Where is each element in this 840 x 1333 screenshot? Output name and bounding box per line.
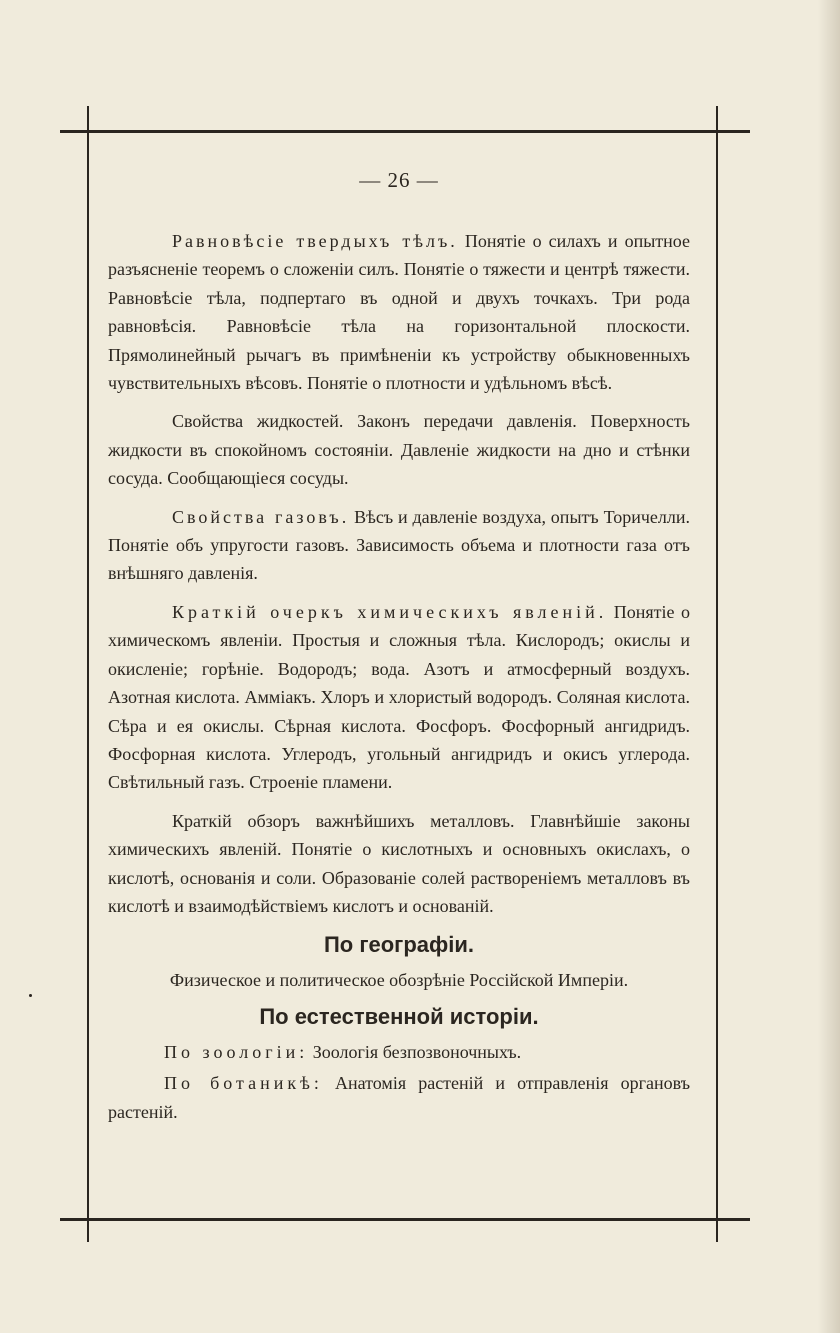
frame-corner-tick xyxy=(87,106,89,130)
section-title-natural-history: По естественной исторіи. xyxy=(259,1004,539,1030)
zoology-label: По зоологіи: xyxy=(164,1042,309,1063)
botany-label: По ботаникѣ: xyxy=(164,1073,323,1094)
frame-right-rule xyxy=(716,130,718,1220)
paragraph-gases xyxy=(108,503,690,588)
paragraph-liquids xyxy=(108,407,690,492)
zoology-line xyxy=(108,1038,690,1067)
paragraph-lead: Свойства газовъ. xyxy=(172,506,350,527)
frame-top-rule xyxy=(60,130,750,133)
frame-left-rule xyxy=(87,130,89,1220)
paragraph-lead: Свойства жидкостей. xyxy=(172,411,344,432)
frame-corner-tick xyxy=(716,1220,718,1242)
geography-text: Физическое и политическое обозрѣніе Россійской Имперіи. xyxy=(169,970,629,991)
paragraph-chemistry xyxy=(108,598,690,797)
zoology-text: Зоологія безпозвоночныхъ. xyxy=(308,1042,522,1063)
page-content xyxy=(108,168,690,1129)
paragraph-lead: Равновѣсіе твердыхъ тѣлъ. xyxy=(172,231,458,251)
frame-corner-tick xyxy=(716,106,718,130)
page-edge-shadow xyxy=(818,0,840,1333)
paragraph-text: Понятіе о химическомъ явленіи. Простыя и сложныя тѣла. Кислородъ; окислы и окисленіе; горѣніе. Водородъ; вода. Азотъ и атмосферный воздухъ. Азотная кислота. Аммiакъ. Хлоръ и хлористый водородъ. Соляная кислота. Сѣра и ея окислы. Сѣрная кислота. Фосфоръ. Фосфорный ангидридъ. Фосфорная кислота. Углеродъ, угольный ангидридъ и окисъ углерода. Свѣтильный газъ. Строеніе пламени. xyxy=(108,601,690,793)
botany-line xyxy=(108,1069,690,1127)
paragraph-text: Понятіе о силахъ и опытное разъясненіе теоремъ о сложеніи силъ. Понятіе о тяжести и центрѣ тяжести. Равновѣсіе тѣла, подпертаго въ одной и двухъ точкахъ. Три рода равновѣсія. Равновѣсіе тѣла на горизонтальной плоскости. Прямолинейный рычагъ въ примѣненіи къ устройству обыкновенныхъ чувствительныхъ вѣсовъ. Понятіе о плотности и удѣльномъ вѣсѣ. xyxy=(108,231,690,394)
ink-speck xyxy=(29,994,32,997)
paragraph-text: Вѣсъ и давленіе воздуха, опытъ Торичелли. Понятіе объ упругости газовъ. Зависимость объема и плотности газа отъ внѣшняго давленія. xyxy=(108,506,690,584)
paragraph-lead: Краткій очеркъ химическихъ явленій. xyxy=(172,601,608,622)
paragraph-text: Законъ передачи давленія. Поверхность жидкости въ спокойномъ состояніи. Давленіе жидкости на дно и стѣнки сосуда. Сообщающіеся сосуды. xyxy=(108,411,690,489)
frame-corner-tick xyxy=(87,1220,89,1242)
paragraph-lead: Краткій обзоръ важнѣйшихъ металловъ. xyxy=(172,810,515,831)
section-title-geography: По географіи. xyxy=(323,932,475,958)
botany-text: Анатомія растеній и отправленія органовъ растеній. xyxy=(108,1073,691,1123)
page-number: — 26 — xyxy=(359,168,439,192)
paragraph-text: Главнѣйшіе законы химическихъ явленій. Понятіе о кислотныхъ и основныхъ окислахъ, о кислотѣ, основанія и соли. Образованіе солей раствореніемъ металловъ въ кислотѣ и взаимодѣйствіемъ кислотъ и основаній. xyxy=(108,810,690,916)
paragraph-solids xyxy=(108,227,690,397)
paragraph-metals xyxy=(108,807,690,921)
frame-bottom-rule xyxy=(60,1218,750,1221)
